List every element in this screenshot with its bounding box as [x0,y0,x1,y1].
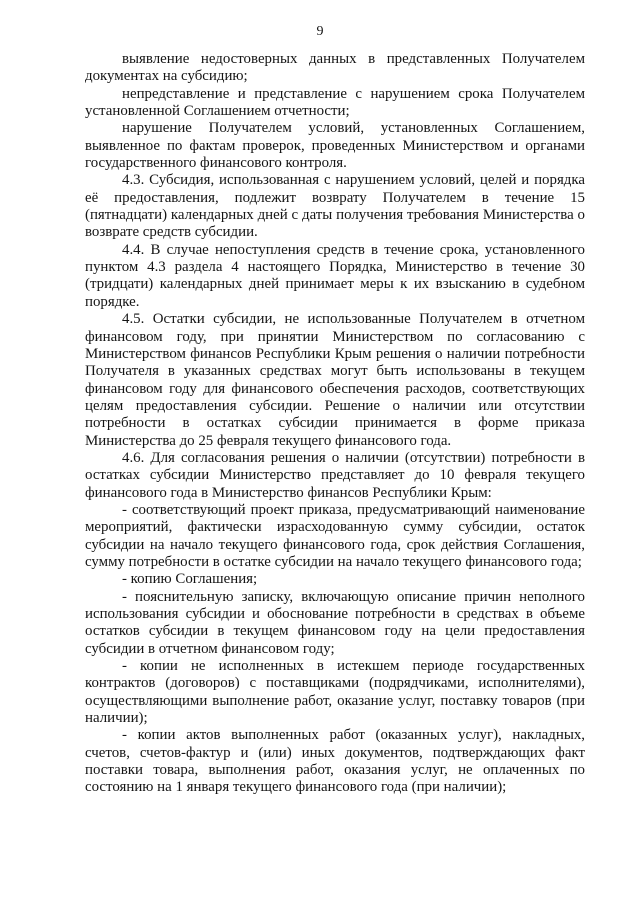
paragraph: 4.3. Субсидия, использованная с нарушением условий, целей и порядка её предоставления, подлежит возврату Получателем в течение 15 (пятнадцати) календарных дней с даты получения требования Министерства о возврате средств субсидии. [85,172,585,241]
paragraph: 4.4. В случае непоступления средств в течение срока, установленного пунктом 4.3 раздела 4 настоящего Порядка, Министерство в течение 30 (тридцати) календарных дней принимает меры к их взысканию в судебном порядке. [85,241,585,310]
paragraph: - соответствующий проект приказа, предусматривающий наименование мероприятий, фактически израсходованную сумму субсидии, остаток субсидии на начало текущего финансового года, срок действия Соглашения, сумму потребности в остатке субсидии на начало текущего финансового года; [85,501,585,570]
paragraph: нарушение Получателем условий, установленных Соглашением, выявленное по фактам проверок, проведенных Министерством и органами государственного финансового контроля. [85,120,585,172]
page-number: 9 [316,24,324,39]
paragraph: - копию Соглашения; [122,571,258,588]
paragraph: - пояснительную записку, включающую описание причин неполного использования субсидии и обоснование потребности в средствах в объеме остатков субсидии в текущем финансовом году на цели предоставления субсидии в отчетном финансовом году; [85,588,585,657]
paragraph: - копии актов выполненных работ (оказанных услуг), накладных, счетов, счетов-фактур и (или) иных документов, подтверждающих факт поставки товара, выполнения работ, оказания услуг, не оплаченных по состоянию на 1 января текущего финансового года (при наличии); [85,727,585,796]
paragraph: непредставление и представление с нарушением срока Получателем установленной Соглашением отчетности; [85,85,585,120]
paragraph: выявление недостоверных данных в представленных Получателем документах на субсидию; [85,51,585,85]
paragraph: - копии не исполненных в истекшем периоде государственных контрактов (договоров) с поставщиками (подрядчиками, исполнителями), осуществляющими выполнение работ, оказание услуг, поставку товаров (при наличии); [85,658,585,727]
document-body [85,51,585,797]
paragraph: 4.6. Для согласования решения о наличии (отсутствии) потребности в остатках субсидии Министерство представляет до 10 февраля текущего финансового года в Министерство финансов Республики Крым: [85,449,585,501]
paragraph: 4.5. Остатки субсидии, не использованные Получателем в отчетном финансовом году, при принятии Министерством по согласованию с Министерством финансов Республики Крым решения о наличии потребности Получателя в указанных средствах могут быть использованы в текущем финансовом году для финансового обеспечения расходов, соответствующих целям предоставления субсидии. Решение о наличии или отсутствии потребности в остатках субсидии принимается в форме приказа Министерства до 25 февраля текущего финансового года. [85,311,585,449]
